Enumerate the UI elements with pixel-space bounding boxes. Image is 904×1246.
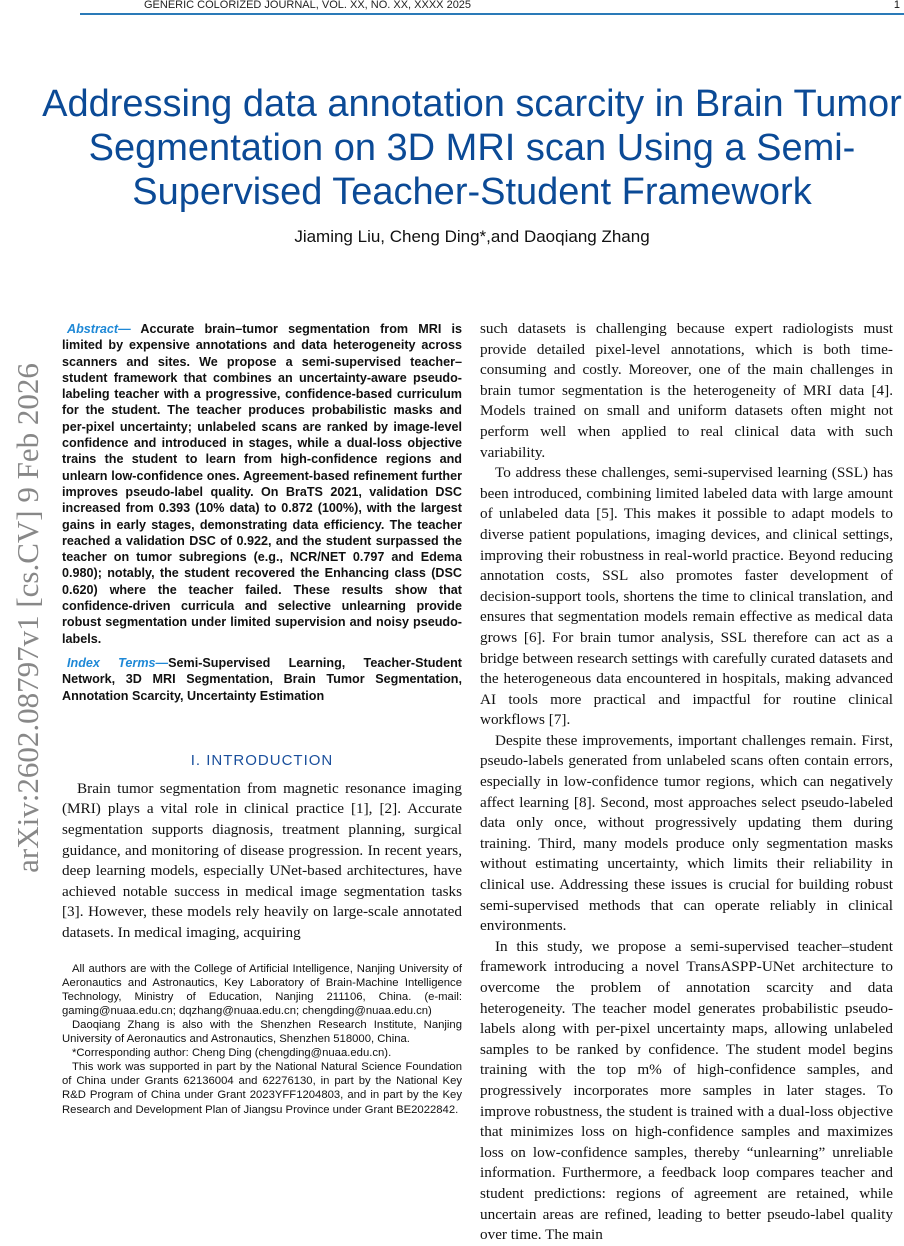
authors: Jiaming Liu, Cheng Ding*,and Daoqiang Zhang [294, 227, 650, 246]
index-terms [62, 655, 462, 704]
footnote: Daoqiang Zhang is also with the Shenzhen Research Institute, Nanjing University of Aeronautics and Astronautics, Shenzhen 518000, China. [62, 1018, 462, 1046]
index-terms-label: Index Terms— [67, 655, 169, 670]
paper-title: Addressing data annotation scarcity in Brain Tumor Segmentation on 3D MRI scan Using a Semi-Supervised Teacher-Student Framework [42, 83, 902, 213]
right-column [480, 319, 893, 1246]
abstract-text: Accurate brain–tumor segmentation from MRI is limited by expensive annotations and data heterogeneity across scanners and sites. We propose a semi-supervised teacher–student framework that combines an uncertainty-aware pseudo-labeling teacher with a progressive, confidence-based curriculum for the student. The teacher produces probabilistic masks and per-pixel uncertainty; unlabeled scans are ranked by image-level confidence and introduced in stages, while a dual-loss objective trains the student to learn from high-confidence regions and unlearn low-confidence ones. Agreement-based refinement further improves pseudo-label quality. On BraTS 2021, validation DSC increased from 0.393 (10% data) to 0.872 (100%), with the largest gains in early stages, demonstrating data efficiency. The teacher reached a validation DSC of 0.922, and the student surpassed the teacher on tumor subregions (e.g., NCR/NET 0.797 and Edema 0.980); notably, the student recovered the Enhancing class (DSC 0.620) where the teacher failed. These results show that confidence-driven curricula and selective unlearning provide robust segmentation under limited supervision and noisy pseudo-labels. [62, 322, 462, 646]
paragraph: To address these challenges, semi-supervised learning (SSL) has been introduced, combining limited labeled data with large amount of unlabeled data [5]. This makes it possible to adapt models to diverse patient populations, imaging devices, and clinical settings, improving their robustness in real-world practice. Beyond reducing annotation costs, SSL also promotes faster development of decision-support tools, shortens the time to clinical translation, and ensures that segmentation models remain effective as medical data grows [6]. For brain tumor analysis, SSL therefore can act as a bridge between research settings with carefully curated datasets and the heterogeneous data encountered in hospitals, making advanced AI tools more practical and impactful for routine clinical workflows [7]. [480, 464, 893, 729]
abstract [62, 321, 462, 647]
journal-name: GENERIC COLORIZED JOURNAL, VOL. XX, NO. XX, XXXX 2025 [144, 0, 472, 11]
section-heading: I. INTRODUCTION [190, 751, 334, 769]
footnote: This work was supported in part by the National Natural Science Foundation of China under Grants 62136004 and 62276130, in part by the National Key R&D Program of China under Grant 2023YFF1204803, and in part by the Key Research and Development Plan of Jiangsu Province under Grant BE2022842. [62, 1061, 462, 1116]
page-number: 1 [893, 0, 900, 11]
left-column [62, 321, 462, 1117]
arxiv-stamp: arXiv:2602.08797v1 [cs.CV] 9 Feb 2026 [10, 363, 45, 873]
paragraph: Despite these improvements, important challenges remain. First, pseudo-labels generated from unlabeled scans often contain errors, especially in low-confidence tumor regions, which can negatively affect learning [8]. Second, most approaches select pseudo-labeled data only once, without progressively updating them during training. Third, many models produce only segmentation masks without estimating uncertainty, which limits their reliability in clinical use. Addressing these issues is crucial for building robust semi-supervised methods that can operate reliably in clinical environments. [480, 731, 893, 935]
footnote: All authors are with the College of Artificial Intelligence, Nanjing University of Aeronautics and Astronautics, Key Laboratory of Brain-Machine Intelligence Technology, Ministry of Education, Nanjing 211106, China. (e-mail: gaming@nuaa.edu.cn; dqzhang@nuaa.edu.cn; chengding@nuaa.edu.cn) [62, 962, 462, 1017]
footnote: *Corresponding author: Cheng Ding (chengding@nuaa.edu.cn). [72, 1047, 392, 1060]
running-header [80, 0, 904, 15]
abstract-label: Abstract— [67, 322, 131, 336]
paragraph: Brain tumor segmentation from magnetic resonance imaging (MRI) plays a vital role in clinical practice [1], [2]. Accurate segmentation supports diagnosis, treatment planning, surgical guidance, and monitoring of disease progression. In recent years, deep learning models, especially UNet-based architectures, have achieved notable success in medical image segmentation tasks [3]. However, these models rely heavily on large-scale annotated datasets. In medical imaging, acquiring [62, 779, 462, 941]
intro-body-left [62, 779, 462, 944]
paragraph: such datasets is challenging because expert radiologists must provide detailed pixel-level annotations, which is both time-consuming and costly. Moreover, one of the main challenges in brain tumor segmentation is the heterogeneity of MRI data [4]. Models trained on small and uniform datasets often might not perform well when applied to real clinical data with such variability. [480, 320, 893, 461]
paragraph: In this study, we propose a semi-supervised teacher–student framework introducing a novel TransASPP-UNet architecture to overcome the problem of annotation scarcity and data heterogeneity. The teacher model generates probabilistic pseudo-labels along with per-pixel uncertainty maps, allowing unlabeled samples to be ranked by confidence. The student model begins training with the top m% of high-confidence samples, and progressively incorporates more samples in later stages. To improve robustness, the student is trained with a dual-loss objective that minimizes loss on high-confidence samples and maximizes loss on low-confidence samples, thereby “unlearning” unreliable information. Furthermore, a feedback loop compares teacher and student predictions: regions of agreement are retained, while uncertain areas are refined, leading to better pseudo-label quality over time. The main [480, 937, 893, 1244]
footnotes [62, 962, 462, 1117]
index-terms-text: Semi-Supervised Learning, Teacher-Student Network, 3D MRI Segmentation, Brain Tumor Segmentation, Annotation Scarcity, Uncertainty Estimation [62, 655, 462, 703]
